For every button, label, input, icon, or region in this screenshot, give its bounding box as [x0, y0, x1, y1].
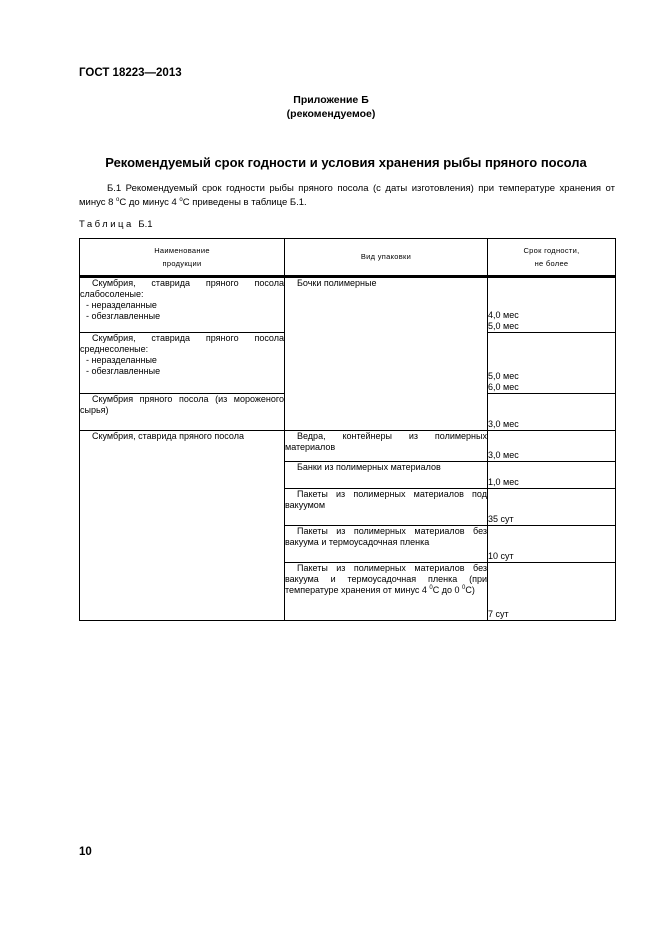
shelf-cell [488, 278, 616, 333]
package-text: Пакеты из полимерных материалов без вакуума и термоусадочная пленка [285, 526, 487, 547]
intro-text-2: С до минус 4 [119, 197, 180, 208]
intro-text-3: С приведены в таблице Б.1. [182, 197, 307, 208]
shelf-value: 4,0 мес [488, 310, 519, 320]
degree-sign: о [179, 196, 183, 203]
package-text [285, 563, 487, 596]
degree-sign: 0 [462, 585, 466, 591]
shelf-cell [488, 563, 616, 621]
product-cell [80, 333, 285, 394]
product-item: - обезглавленные [86, 311, 161, 321]
product-item: - неразделанные [86, 355, 157, 365]
shelf-cell [488, 431, 616, 462]
header-product-line: продукции [162, 258, 202, 268]
package-cell [285, 462, 488, 489]
package-cell [285, 563, 488, 621]
shelf-value: 7 сут [488, 609, 509, 619]
package-cell [285, 431, 488, 462]
package-text-part: С до 0 [432, 585, 463, 595]
header-shelf-life [488, 239, 616, 276]
header-shelf-line: Срок годности, [523, 245, 580, 255]
table-caption [79, 219, 153, 230]
package-cell [285, 526, 488, 563]
package-cell [285, 489, 488, 526]
appendix-title: Приложение Б [293, 94, 369, 106]
appendix-heading [0, 93, 662, 121]
intro-paragraph [79, 182, 615, 210]
product-item: - неразделанные [86, 300, 157, 310]
appendix-status: (рекомендуемое) [286, 108, 376, 120]
intro-text-1: Б.1 Рекомендуемый срок годности рыбы пряного посола (с даты изготовления) при температуре хранения от минус 8 [79, 183, 615, 208]
shelf-value: 3,0 мес [488, 419, 519, 429]
shelf-value: 5,0 мес [488, 321, 519, 331]
header-product-line: Наименование [154, 245, 210, 255]
document-code: ГОСТ 18223—2013 [79, 67, 182, 79]
shelf-value: 35 сут [488, 514, 514, 524]
page-title: Рекомендуемый срок годности и условия хранения рыбы пряного посола [105, 155, 587, 170]
header-package: Вид упаковки [285, 239, 488, 276]
page-number: 10 [79, 846, 92, 858]
shelf-value: 6,0 мес [488, 382, 519, 392]
table-row [80, 278, 616, 333]
shelf-value: 1,0 мес [488, 477, 519, 487]
product-item: - обезглавленные [86, 366, 161, 376]
shelf-cell [488, 489, 616, 526]
shelf-cell [488, 462, 616, 489]
shelf-life-table [79, 238, 616, 621]
product-cell [80, 278, 285, 333]
shelf-cell [488, 333, 616, 394]
degree-sign: о [116, 196, 120, 203]
table-header-row [80, 239, 616, 276]
product-title: Скумбрия пряного посола (из мороженого сырья) [80, 394, 284, 415]
product-cell [80, 431, 285, 621]
shelf-value: 10 сут [488, 551, 514, 561]
degree-sign: 0 [429, 585, 433, 591]
product-cell [80, 394, 285, 431]
shelf-cell [488, 394, 616, 431]
product-title: Скумбрия, ставрида пряного посола слабосоленые: [80, 278, 284, 299]
shelf-value: 5,0 мес [488, 371, 519, 381]
table-row [80, 431, 616, 462]
shelf-value: 3,0 мес [488, 450, 519, 460]
product-title: Скумбрия, ставрида пряного посола среднесоленые: [80, 333, 284, 354]
table-caption-label: Таблица [79, 219, 134, 230]
shelf-cell [488, 526, 616, 563]
package-text: Пакеты из полимерных материалов под вакуумом [285, 489, 487, 510]
table-caption-number: Б.1 [138, 219, 153, 230]
product-title: Скумбрия, ставрида пряного посола [92, 431, 244, 441]
header-shelf-line: не более [534, 258, 569, 268]
package-text: Банки из полимерных материалов [297, 462, 441, 472]
header-product [80, 239, 285, 276]
package-text: Ведра, контейнеры из полимерных материалов [285, 431, 487, 452]
package-text-part: С) [465, 585, 475, 595]
package-text: Бочки полимерные [297, 278, 377, 288]
package-text-part: Пакеты из полимерных материалов без вакуума и термоусадочная пленка (при температуре хранения от минус 4 [285, 563, 487, 595]
package-cell [285, 278, 488, 431]
